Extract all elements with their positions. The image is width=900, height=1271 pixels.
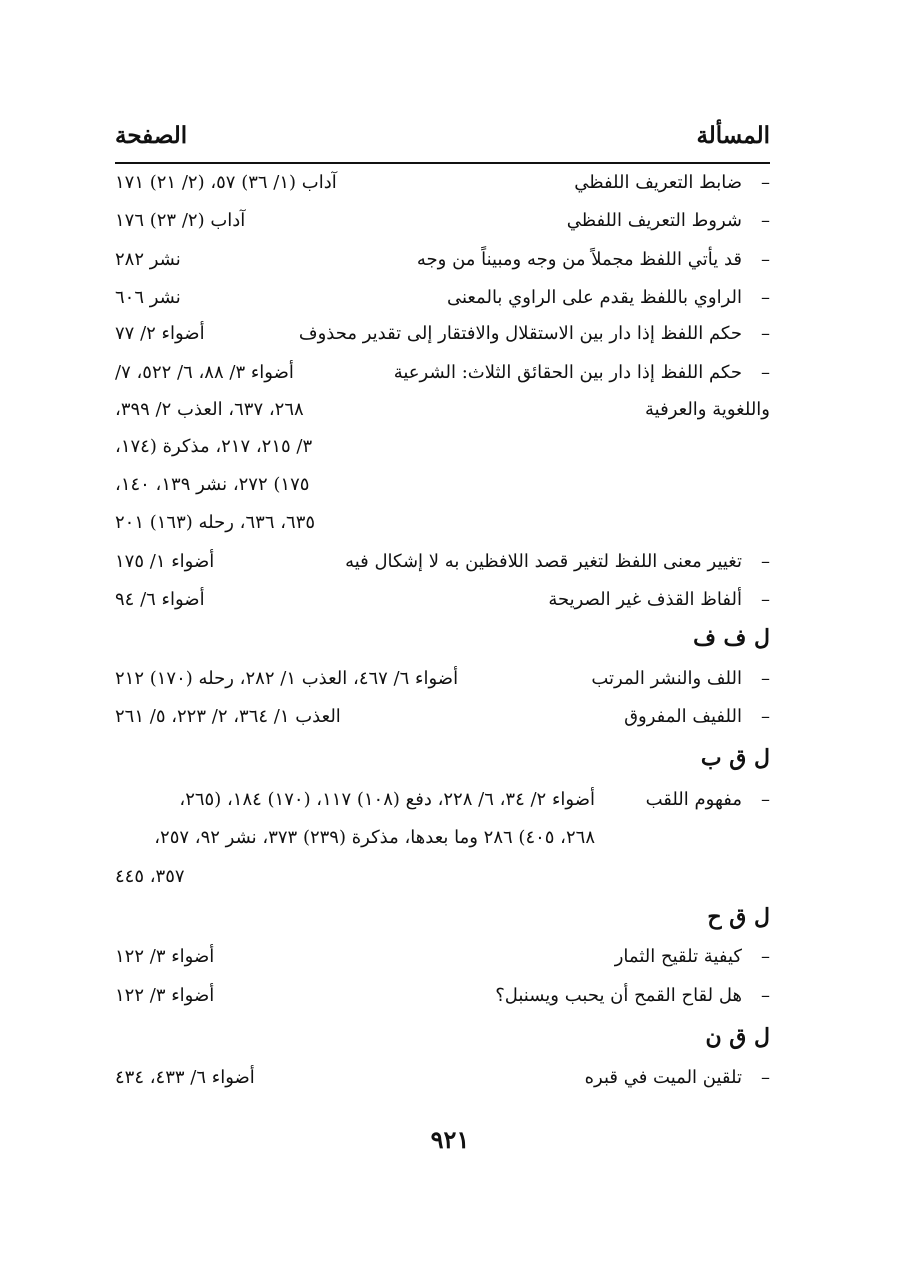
entry-topic: حكم اللفظ إذا دار بين الحقائق الثلاث: الشرعية — [393, 362, 742, 383]
entry-topic: مفهوم اللقب — [645, 789, 742, 810]
index-entry — [115, 287, 770, 317]
entry-reference: آداب (٢/ ٢٣) ١٧٦ — [115, 210, 246, 231]
entry-topic: اللفيف المفروق — [624, 706, 742, 727]
entry-topic: قد يأتي اللفظ مجملاً من وجه ومبيناً من وجه — [416, 249, 742, 270]
entry-topic: هل لقاح القمح أن يحبب ويسنبل؟ — [495, 985, 742, 1006]
entry-reference: العذب ١/ ٣٦٤، ٢/ ٢٢٣، ٥/ ٢٦١ — [115, 706, 341, 727]
entry-dash: – — [761, 706, 770, 727]
index-entry-continuation — [115, 436, 770, 466]
entry-dash: – — [761, 985, 770, 1006]
entry-reference-continuation: ٢٦٨، ٤٠٥) ٢٨٦ وما بعدها، مذكرة (٢٣٩) ٣٧٣، نشر ٩٢، ٢٥٧، — [154, 827, 595, 848]
index-entry — [115, 946, 770, 976]
section-heading: ل ق ح — [707, 904, 770, 930]
index-entry — [115, 706, 770, 736]
section-heading: ل ق ن — [705, 1024, 770, 1050]
entry-topic: شروط التعريف اللفظي — [566, 210, 742, 231]
entry-reference: أضواء ٦/ ٤٣٣، ٤٣٤ — [115, 1067, 255, 1088]
entry-reference-continuation: ٣٥٧، ٤٤٥ — [115, 866, 185, 887]
entry-reference: أضواء ٢/ ٣٤، ٦/ ٢٢٨، دفع (١٠٨) ١١٧، (١٧٠) ١٨٤، (٢٦٥، — [179, 789, 595, 810]
index-entry — [115, 589, 770, 619]
section-heading: ل ف ف — [693, 625, 770, 651]
entry-dash: – — [761, 287, 770, 308]
index-entry-continuation — [115, 512, 770, 542]
entry-reference: أضواء ٦/ ٩٤ — [115, 589, 205, 610]
entry-reference: أضواء ٣/ ٨٨، ٦/ ٥٢٢، ٧/ — [115, 362, 294, 383]
page-column-heading: الصفحة — [115, 122, 188, 149]
index-entry — [115, 551, 770, 581]
index-entry — [115, 668, 770, 698]
entry-dash: – — [761, 789, 770, 810]
entry-topic: الراوي باللفظ يقدم على الراوي بالمعنى — [446, 287, 742, 308]
index-entry — [115, 362, 770, 392]
index-entry-continuation — [115, 399, 770, 429]
entry-dash: – — [761, 210, 770, 231]
index-entry — [115, 172, 770, 202]
index-entry — [115, 249, 770, 279]
entry-topic: كيفية تلقيح الثمار — [614, 946, 742, 967]
entry-dash: – — [761, 323, 770, 344]
header-rule — [115, 162, 770, 164]
entry-topic-continuation: واللغوية والعرفية — [645, 399, 770, 420]
entry-dash: – — [761, 249, 770, 270]
entry-reference: أضواء ٦/ ٤٦٧، العذب ١/ ٢٨٢، رحله (١٧٠) ٢١٢ — [115, 668, 459, 689]
index-entry — [115, 985, 770, 1015]
index-entry-continuation — [115, 866, 770, 896]
index-entry — [115, 210, 770, 240]
entry-reference-continuation: ٣/ ٢١٥، ٢١٧، مذكرة (١٧٤، — [115, 436, 313, 457]
entry-dash: – — [761, 589, 770, 610]
index-entry — [115, 1067, 770, 1097]
issue-column-heading: المسألة — [696, 122, 770, 149]
section-heading: ل ق ب — [700, 745, 770, 771]
entry-reference: أضواء ١/ ١٧٥ — [115, 551, 215, 572]
index-entry — [115, 323, 770, 353]
entry-reference: نشر ٢٨٢ — [115, 249, 181, 270]
entry-dash: – — [761, 668, 770, 689]
entry-dash: – — [761, 946, 770, 967]
entry-reference: آداب (١/ ٣٦) ٥٧، (٢/ ٢١) ١٧١ — [115, 172, 337, 193]
entry-topic: تغيير معنى اللفظ لتغير قصد اللافظين به لا إشكال فيه — [345, 551, 742, 572]
entry-reference: أضواء ٣/ ١٢٢ — [115, 985, 215, 1006]
entry-topic: حكم اللفظ إذا دار بين الاستقلال والافتقار إلى تقدير محذوف — [298, 323, 742, 344]
entry-topic: اللف والنشر المرتب — [591, 668, 742, 689]
entry-topic: ألفاظ القذف غير الصريحة — [548, 589, 742, 610]
column-header — [115, 122, 770, 160]
entry-reference: نشر ٦٠٦ — [115, 287, 181, 308]
index-entry-continuation — [115, 827, 770, 857]
entry-topic: ضابط التعريف اللفظي — [574, 172, 742, 193]
entry-reference: أضواء ٢/ ٧٧ — [115, 323, 205, 344]
entry-reference-continuation: ٢٦٨، ٦٣٧، العذب ٢/ ٣٩٩، — [115, 399, 304, 420]
entry-reference-continuation: ٦٣٥، ٦٣٦، رحله (١٦٣) ٢٠١ — [115, 512, 316, 533]
page-number: ٩٢١ — [430, 1125, 470, 1154]
entry-dash: – — [761, 362, 770, 383]
index-entry — [115, 789, 770, 819]
entry-dash: – — [761, 551, 770, 572]
index-entry-continuation — [115, 474, 770, 504]
entry-dash: – — [761, 1067, 770, 1088]
entry-topic: تلقين الميت في قبره — [584, 1067, 742, 1088]
entry-dash: – — [761, 172, 770, 193]
entry-reference: أضواء ٣/ ١٢٢ — [115, 946, 215, 967]
entry-reference-continuation: ١٧٥) ٢٧٢، نشر ١٣٩، ١٤٠، — [115, 474, 310, 495]
